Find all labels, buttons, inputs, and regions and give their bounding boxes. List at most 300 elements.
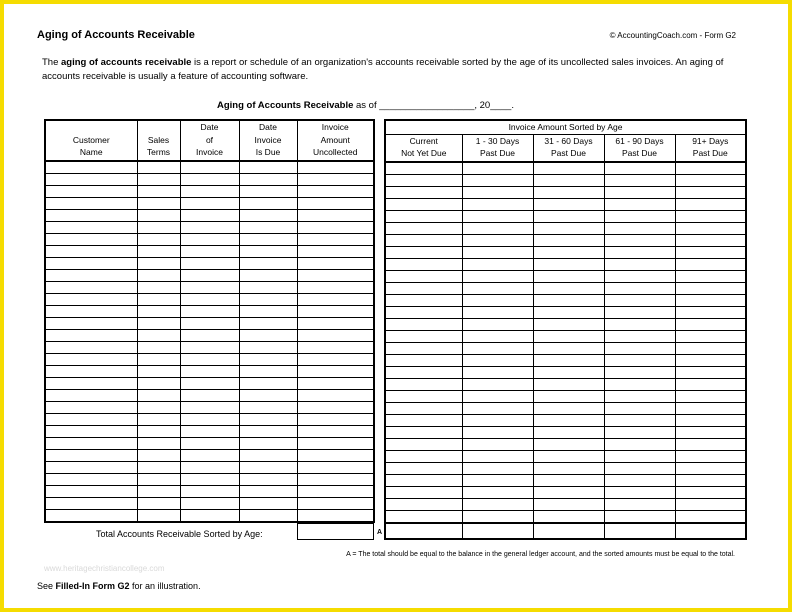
entry-cell[interactable]	[137, 341, 180, 353]
entry-cell[interactable]	[385, 162, 462, 175]
entry-cell[interactable]	[385, 330, 462, 342]
entry-cell[interactable]	[137, 425, 180, 437]
entry-cell[interactable]	[45, 257, 137, 269]
entry-cell[interactable]	[297, 377, 374, 389]
entry-cell[interactable]	[180, 341, 239, 353]
entry-cell[interactable]	[239, 329, 297, 341]
entry-cell[interactable]	[462, 366, 533, 378]
entry-cell[interactable]	[604, 390, 675, 402]
entry-cell[interactable]	[180, 281, 239, 293]
entry-cell[interactable]	[462, 294, 533, 306]
entry-cell[interactable]	[180, 269, 239, 281]
entry-cell[interactable]	[297, 269, 374, 281]
entry-cell[interactable]	[137, 329, 180, 341]
entry-cell[interactable]	[385, 486, 462, 498]
entry-cell[interactable]	[675, 270, 746, 282]
total-amount-box[interactable]	[297, 523, 374, 540]
entry-cell[interactable]	[533, 234, 604, 246]
entry-cell[interactable]	[604, 306, 675, 318]
entry-cell[interactable]	[675, 438, 746, 450]
entry-cell[interactable]	[239, 401, 297, 413]
entry-cell[interactable]	[137, 293, 180, 305]
entry-cell[interactable]	[180, 197, 239, 209]
entry-cell[interactable]	[297, 509, 374, 522]
entry-cell[interactable]	[675, 378, 746, 390]
entry-cell[interactable]	[533, 174, 604, 186]
entry-cell[interactable]	[462, 258, 533, 270]
entry-cell[interactable]	[385, 450, 462, 462]
entry-cell[interactable]	[675, 414, 746, 426]
entry-cell[interactable]	[675, 402, 746, 414]
entry-cell[interactable]	[180, 161, 239, 174]
entry-cell[interactable]	[462, 498, 533, 510]
entry-cell[interactable]	[180, 377, 239, 389]
entry-cell[interactable]	[385, 426, 462, 438]
entry-cell[interactable]	[45, 461, 137, 473]
entry-cell[interactable]	[604, 450, 675, 462]
entry-cell[interactable]	[604, 270, 675, 282]
entry-cell[interactable]	[239, 425, 297, 437]
entry-cell[interactable]	[604, 294, 675, 306]
entry-cell[interactable]	[533, 486, 604, 498]
entry-cell[interactable]	[604, 234, 675, 246]
entry-cell[interactable]	[533, 198, 604, 210]
entry-cell[interactable]	[297, 185, 374, 197]
entry-cell[interactable]	[180, 329, 239, 341]
entry-cell[interactable]	[180, 509, 239, 522]
entry-cell[interactable]	[239, 305, 297, 317]
entry-cell[interactable]	[297, 209, 374, 221]
entry-cell[interactable]	[533, 294, 604, 306]
entry-cell[interactable]	[462, 354, 533, 366]
entry-cell[interactable]	[604, 210, 675, 222]
entry-cell[interactable]	[675, 474, 746, 486]
entry-cell[interactable]	[385, 234, 462, 246]
entry-cell[interactable]	[533, 438, 604, 450]
entry-cell[interactable]	[462, 486, 533, 498]
entry-cell[interactable]	[45, 509, 137, 522]
entry-cell[interactable]	[137, 269, 180, 281]
entry-cell[interactable]	[180, 485, 239, 497]
entry-cell[interactable]	[297, 473, 374, 485]
entry-cell[interactable]	[137, 509, 180, 522]
entry-cell[interactable]	[604, 366, 675, 378]
entry-cell[interactable]	[385, 402, 462, 414]
entry-cell[interactable]	[462, 210, 533, 222]
entry-cell[interactable]	[604, 498, 675, 510]
entry-cell[interactable]	[45, 365, 137, 377]
entry-cell[interactable]	[180, 233, 239, 245]
entry-cell[interactable]	[180, 209, 239, 221]
entry-cell[interactable]	[604, 354, 675, 366]
entry-cell[interactable]	[462, 162, 533, 175]
entry-cell[interactable]	[137, 401, 180, 413]
entry-cell[interactable]	[604, 198, 675, 210]
entry-cell[interactable]	[239, 461, 297, 473]
entry-cell[interactable]	[385, 366, 462, 378]
entry-cell[interactable]	[385, 354, 462, 366]
entry-cell[interactable]	[180, 461, 239, 473]
entry-cell[interactable]	[462, 318, 533, 330]
entry-cell[interactable]	[137, 233, 180, 245]
entry-cell[interactable]	[239, 353, 297, 365]
entry-cell[interactable]	[45, 425, 137, 437]
entry-cell[interactable]	[385, 246, 462, 258]
entry-cell[interactable]	[45, 473, 137, 485]
entry-cell[interactable]	[533, 162, 604, 175]
entry-cell[interactable]	[180, 473, 239, 485]
entry-cell[interactable]	[604, 330, 675, 342]
entry-cell[interactable]	[385, 210, 462, 222]
entry-cell[interactable]	[675, 450, 746, 462]
entry-cell[interactable]	[45, 245, 137, 257]
entry-cell[interactable]	[297, 389, 374, 401]
entry-cell[interactable]	[462, 246, 533, 258]
entry-cell[interactable]	[385, 318, 462, 330]
entry-cell[interactable]	[533, 282, 604, 294]
entry-cell[interactable]	[45, 281, 137, 293]
entry-cell[interactable]	[239, 281, 297, 293]
entry-cell[interactable]	[533, 498, 604, 510]
entry-cell[interactable]	[137, 281, 180, 293]
entry-cell[interactable]	[604, 414, 675, 426]
entry-cell[interactable]	[45, 341, 137, 353]
entry-cell[interactable]	[533, 414, 604, 426]
entry-cell[interactable]	[239, 377, 297, 389]
entry-cell[interactable]	[45, 209, 137, 221]
entry-cell[interactable]	[297, 425, 374, 437]
entry-cell[interactable]	[239, 173, 297, 185]
entry-cell[interactable]	[180, 437, 239, 449]
entry-cell[interactable]	[462, 270, 533, 282]
entry-cell[interactable]	[533, 222, 604, 234]
entry-cell[interactable]	[45, 401, 137, 413]
entry-cell[interactable]	[297, 281, 374, 293]
entry-cell[interactable]	[239, 497, 297, 509]
entry-cell[interactable]	[533, 462, 604, 474]
entry-cell[interactable]	[462, 342, 533, 354]
entry-cell[interactable]	[675, 342, 746, 354]
entry-cell[interactable]	[297, 461, 374, 473]
total-cell[interactable]	[675, 523, 746, 539]
entry-cell[interactable]	[604, 258, 675, 270]
entry-cell[interactable]	[604, 474, 675, 486]
entry-cell[interactable]	[45, 449, 137, 461]
entry-cell[interactable]	[239, 257, 297, 269]
entry-cell[interactable]	[462, 438, 533, 450]
entry-cell[interactable]	[462, 306, 533, 318]
entry-cell[interactable]	[385, 414, 462, 426]
entry-cell[interactable]	[239, 341, 297, 353]
entry-cell[interactable]	[297, 317, 374, 329]
entry-cell[interactable]	[462, 186, 533, 198]
entry-cell[interactable]	[180, 425, 239, 437]
entry-cell[interactable]	[180, 317, 239, 329]
entry-cell[interactable]	[297, 257, 374, 269]
entry-cell[interactable]	[137, 413, 180, 425]
entry-cell[interactable]	[675, 222, 746, 234]
entry-cell[interactable]	[675, 354, 746, 366]
entry-cell[interactable]	[239, 365, 297, 377]
entry-cell[interactable]	[137, 461, 180, 473]
entry-cell[interactable]	[385, 198, 462, 210]
entry-cell[interactable]	[675, 366, 746, 378]
entry-cell[interactable]	[675, 306, 746, 318]
entry-cell[interactable]	[180, 245, 239, 257]
entry-cell[interactable]	[385, 462, 462, 474]
entry-cell[interactable]	[137, 437, 180, 449]
entry-cell[interactable]	[180, 413, 239, 425]
entry-cell[interactable]	[533, 510, 604, 523]
entry-cell[interactable]	[45, 485, 137, 497]
entry-cell[interactable]	[180, 401, 239, 413]
entry-cell[interactable]	[45, 233, 137, 245]
entry-cell[interactable]	[45, 221, 137, 233]
entry-cell[interactable]	[675, 210, 746, 222]
entry-cell[interactable]	[137, 485, 180, 497]
entry-cell[interactable]	[239, 269, 297, 281]
entry-cell[interactable]	[385, 306, 462, 318]
entry-cell[interactable]	[604, 462, 675, 474]
entry-cell[interactable]	[137, 449, 180, 461]
entry-cell[interactable]	[297, 173, 374, 185]
entry-cell[interactable]	[385, 270, 462, 282]
entry-cell[interactable]	[462, 222, 533, 234]
entry-cell[interactable]	[45, 293, 137, 305]
entry-cell[interactable]	[239, 485, 297, 497]
entry-cell[interactable]	[45, 317, 137, 329]
entry-cell[interactable]	[462, 330, 533, 342]
entry-cell[interactable]	[533, 378, 604, 390]
entry-cell[interactable]	[675, 246, 746, 258]
entry-cell[interactable]	[137, 185, 180, 197]
entry-cell[interactable]	[462, 234, 533, 246]
entry-cell[interactable]	[137, 161, 180, 174]
entry-cell[interactable]	[385, 222, 462, 234]
total-cell[interactable]	[462, 523, 533, 539]
entry-cell[interactable]	[604, 426, 675, 438]
entry-cell[interactable]	[533, 342, 604, 354]
entry-cell[interactable]	[675, 462, 746, 474]
entry-cell[interactable]	[45, 353, 137, 365]
entry-cell[interactable]	[297, 233, 374, 245]
entry-cell[interactable]	[137, 317, 180, 329]
entry-cell[interactable]	[297, 161, 374, 174]
entry-cell[interactable]	[297, 245, 374, 257]
entry-cell[interactable]	[385, 258, 462, 270]
entry-cell[interactable]	[462, 198, 533, 210]
entry-cell[interactable]	[137, 305, 180, 317]
entry-cell[interactable]	[45, 389, 137, 401]
entry-cell[interactable]	[137, 365, 180, 377]
entry-cell[interactable]	[533, 402, 604, 414]
entry-cell[interactable]	[180, 389, 239, 401]
filled-in-form-link[interactable]: Filled-In Form G2	[55, 581, 130, 591]
entry-cell[interactable]	[462, 378, 533, 390]
entry-cell[interactable]	[45, 413, 137, 425]
entry-cell[interactable]	[297, 437, 374, 449]
entry-cell[interactable]	[297, 485, 374, 497]
entry-cell[interactable]	[675, 282, 746, 294]
entry-cell[interactable]	[675, 318, 746, 330]
entry-cell[interactable]	[297, 305, 374, 317]
entry-cell[interactable]	[180, 449, 239, 461]
entry-cell[interactable]	[462, 414, 533, 426]
entry-cell[interactable]	[180, 173, 239, 185]
entry-cell[interactable]	[385, 186, 462, 198]
entry-cell[interactable]	[675, 510, 746, 523]
entry-cell[interactable]	[385, 390, 462, 402]
entry-cell[interactable]	[385, 342, 462, 354]
entry-cell[interactable]	[137, 377, 180, 389]
entry-cell[interactable]	[239, 509, 297, 522]
entry-cell[interactable]	[137, 197, 180, 209]
entry-cell[interactable]	[675, 234, 746, 246]
entry-cell[interactable]	[462, 426, 533, 438]
entry-cell[interactable]	[180, 353, 239, 365]
entry-cell[interactable]	[239, 449, 297, 461]
entry-cell[interactable]	[533, 246, 604, 258]
entry-cell[interactable]	[180, 365, 239, 377]
entry-cell[interactable]	[604, 510, 675, 523]
entry-cell[interactable]	[675, 486, 746, 498]
entry-cell[interactable]	[137, 245, 180, 257]
entry-cell[interactable]	[675, 294, 746, 306]
entry-cell[interactable]	[385, 498, 462, 510]
entry-cell[interactable]	[385, 294, 462, 306]
entry-cell[interactable]	[45, 437, 137, 449]
entry-cell[interactable]	[604, 174, 675, 186]
entry-cell[interactable]	[180, 221, 239, 233]
entry-cell[interactable]	[462, 462, 533, 474]
entry-cell[interactable]	[385, 282, 462, 294]
entry-cell[interactable]	[297, 497, 374, 509]
entry-cell[interactable]	[604, 246, 675, 258]
entry-cell[interactable]	[533, 366, 604, 378]
entry-cell[interactable]	[675, 390, 746, 402]
entry-cell[interactable]	[604, 162, 675, 175]
entry-cell[interactable]	[675, 186, 746, 198]
entry-cell[interactable]	[675, 330, 746, 342]
entry-cell[interactable]	[137, 389, 180, 401]
entry-cell[interactable]	[180, 257, 239, 269]
entry-cell[interactable]	[239, 437, 297, 449]
entry-cell[interactable]	[533, 258, 604, 270]
entry-cell[interactable]	[180, 293, 239, 305]
entry-cell[interactable]	[239, 245, 297, 257]
entry-cell[interactable]	[137, 257, 180, 269]
entry-cell[interactable]	[45, 161, 137, 174]
entry-cell[interactable]	[297, 221, 374, 233]
entry-cell[interactable]	[385, 378, 462, 390]
entry-cell[interactable]	[533, 450, 604, 462]
entry-cell[interactable]	[239, 197, 297, 209]
entry-cell[interactable]	[533, 210, 604, 222]
entry-cell[interactable]	[45, 497, 137, 509]
entry-cell[interactable]	[533, 306, 604, 318]
entry-cell[interactable]	[533, 474, 604, 486]
entry-cell[interactable]	[675, 498, 746, 510]
entry-cell[interactable]	[462, 282, 533, 294]
entry-cell[interactable]	[462, 510, 533, 523]
entry-cell[interactable]	[604, 438, 675, 450]
entry-cell[interactable]	[297, 365, 374, 377]
entry-cell[interactable]	[462, 402, 533, 414]
entry-cell[interactable]	[45, 305, 137, 317]
entry-cell[interactable]	[297, 197, 374, 209]
entry-cell[interactable]	[675, 198, 746, 210]
entry-cell[interactable]	[462, 450, 533, 462]
entry-cell[interactable]	[675, 174, 746, 186]
entry-cell[interactable]	[385, 438, 462, 450]
entry-cell[interactable]	[45, 173, 137, 185]
entry-cell[interactable]	[385, 510, 462, 523]
entry-cell[interactable]	[533, 270, 604, 282]
entry-cell[interactable]	[533, 354, 604, 366]
entry-cell[interactable]	[137, 209, 180, 221]
entry-cell[interactable]	[239, 317, 297, 329]
entry-cell[interactable]	[180, 185, 239, 197]
entry-cell[interactable]	[604, 186, 675, 198]
entry-cell[interactable]	[462, 174, 533, 186]
entry-cell[interactable]	[45, 329, 137, 341]
entry-cell[interactable]	[604, 378, 675, 390]
entry-cell[interactable]	[180, 497, 239, 509]
entry-cell[interactable]	[239, 221, 297, 233]
entry-cell[interactable]	[297, 353, 374, 365]
entry-cell[interactable]	[385, 474, 462, 486]
entry-cell[interactable]	[297, 329, 374, 341]
entry-cell[interactable]	[239, 161, 297, 174]
entry-cell[interactable]	[462, 474, 533, 486]
entry-cell[interactable]	[239, 293, 297, 305]
entry-cell[interactable]	[239, 413, 297, 425]
entry-cell[interactable]	[533, 426, 604, 438]
total-cell[interactable]	[385, 523, 462, 539]
entry-cell[interactable]	[604, 282, 675, 294]
entry-cell[interactable]	[239, 185, 297, 197]
entry-cell[interactable]	[239, 473, 297, 485]
entry-cell[interactable]	[239, 389, 297, 401]
entry-cell[interactable]	[180, 305, 239, 317]
entry-cell[interactable]	[137, 173, 180, 185]
entry-cell[interactable]	[297, 413, 374, 425]
entry-cell[interactable]	[462, 390, 533, 402]
entry-cell[interactable]	[45, 269, 137, 281]
entry-cell[interactable]	[297, 401, 374, 413]
entry-cell[interactable]	[533, 390, 604, 402]
entry-cell[interactable]	[239, 233, 297, 245]
entry-cell[interactable]	[45, 197, 137, 209]
entry-cell[interactable]	[297, 341, 374, 353]
entry-cell[interactable]	[297, 449, 374, 461]
entry-cell[interactable]	[533, 318, 604, 330]
entry-cell[interactable]	[239, 209, 297, 221]
entry-cell[interactable]	[675, 162, 746, 175]
total-cell[interactable]	[533, 523, 604, 539]
total-cell[interactable]	[604, 523, 675, 539]
entry-cell[interactable]	[137, 497, 180, 509]
entry-cell[interactable]	[675, 258, 746, 270]
entry-cell[interactable]	[604, 342, 675, 354]
entry-cell[interactable]	[45, 185, 137, 197]
entry-cell[interactable]	[45, 377, 137, 389]
entry-cell[interactable]	[533, 330, 604, 342]
entry-cell[interactable]	[137, 221, 180, 233]
entry-cell[interactable]	[297, 293, 374, 305]
entry-cell[interactable]	[604, 486, 675, 498]
entry-cell[interactable]	[604, 318, 675, 330]
